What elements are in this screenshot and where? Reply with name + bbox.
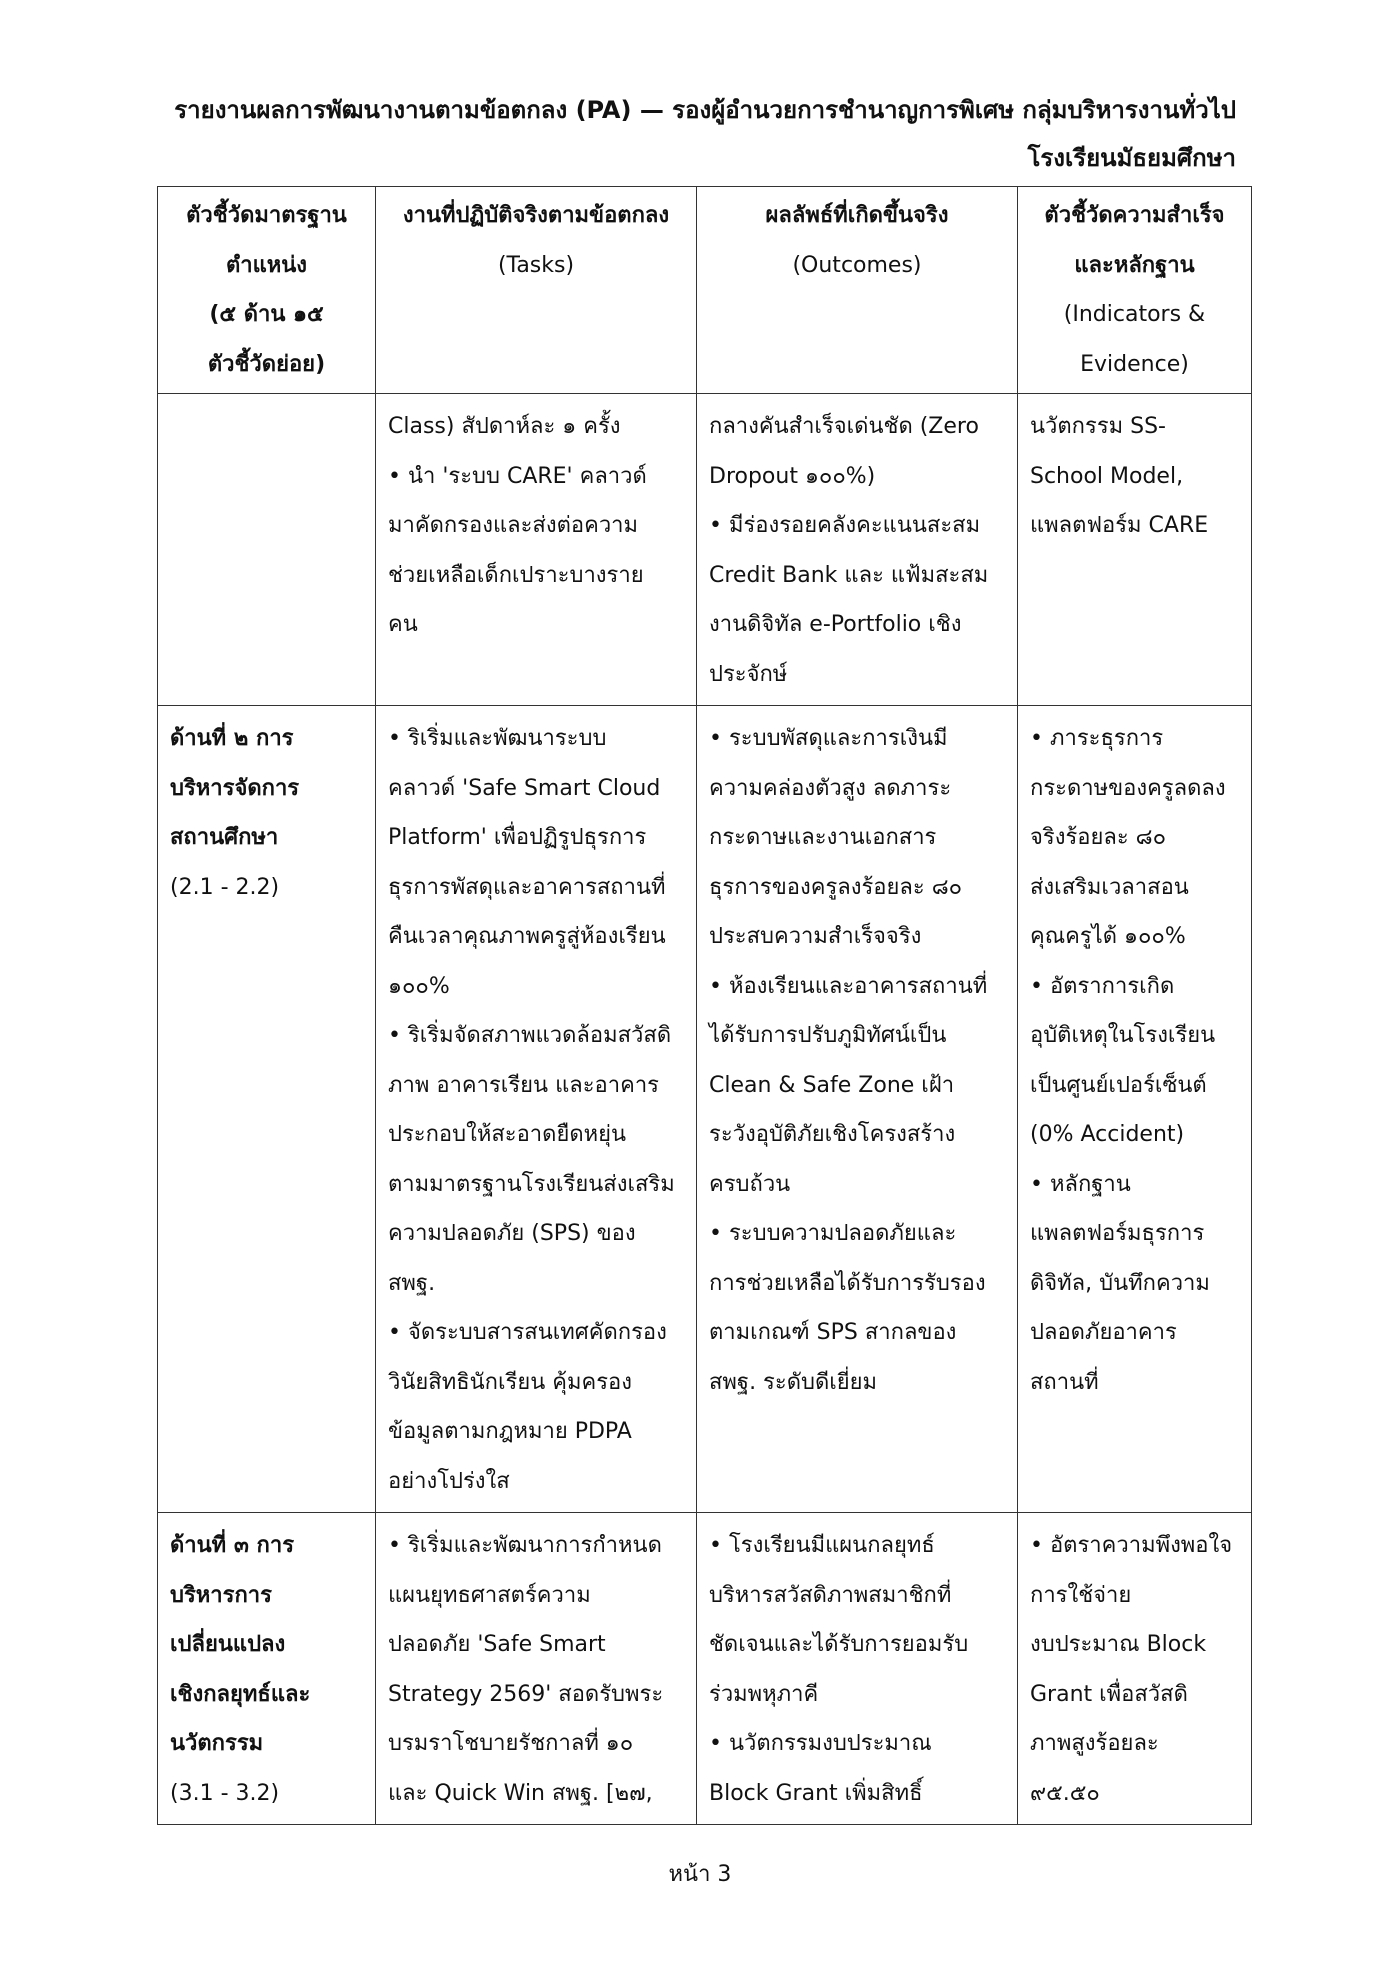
cell-line: คลาวด์ 'Safe Smart Cloud	[388, 775, 661, 801]
header-indicator	[158, 187, 376, 394]
cell-line: อย่างโปร่งใส	[388, 1468, 510, 1494]
row-indicator-cell	[158, 1513, 376, 1825]
row-outcomes-cell	[697, 1513, 1018, 1825]
header-tasks	[376, 187, 697, 394]
row-indicator-cell	[158, 706, 376, 1513]
cell-line: สถานที่	[1030, 1369, 1099, 1395]
header-line: (Tasks)	[497, 252, 575, 278]
cell-line: (3.1 - 3.2)	[170, 1780, 280, 1806]
cell-line: ด้านที่ ๒ การ	[170, 726, 294, 751]
cell-line: งบประมาณ Block	[1030, 1632, 1207, 1657]
cell-line: Platform' เพื่อปฏิรูปธุรการ	[388, 825, 647, 850]
cell-line: ด้านที่ ๓ การ	[170, 1533, 295, 1558]
pa-report-table	[157, 186, 1252, 1825]
cell-line: • ภาระธุรการ	[1030, 726, 1164, 751]
cell-line: การช่วยเหลือได้รับการรับรอง	[709, 1270, 986, 1296]
cell-line: • นำ 'ระบบ CARE' คลาวด์	[388, 463, 647, 489]
cell-line: Dropout ๑๐๐%)	[709, 463, 876, 489]
cell-line: ตามเกณฑ์ SPS สากลของ	[709, 1320, 957, 1345]
row-tasks-cell	[376, 1513, 697, 1825]
cell-line: และ Quick Win สพฐ. [๒๗,	[388, 1780, 653, 1806]
cell-line: บรมราโชบายรัชกาลที่ ๑๐	[388, 1731, 634, 1756]
header-line: งานที่ปฏิบัติจริงตามข้อตกลง	[402, 203, 670, 228]
row-tasks-cell	[376, 394, 697, 706]
cell-line: ประสบความสำเร็จจริง	[709, 924, 922, 949]
cell-line: • ระบบความปลอดภัยและ	[709, 1221, 957, 1246]
cell-line: ส่งเสริมเวลาสอน	[1030, 874, 1189, 900]
cell-line: สพฐ. ระดับดีเยี่ยม	[709, 1369, 878, 1395]
cell-line: ธุรการของครูลงร้อยละ ๘๐	[709, 874, 963, 900]
cell-line: เชิงกลยุทธ์และ	[170, 1681, 311, 1707]
cell-line: สถานศึกษา	[170, 825, 279, 850]
cell-line: การใช้จ่าย	[1030, 1582, 1132, 1608]
cell-line: อุบัติเหตุในโรงเรียน	[1030, 1023, 1216, 1048]
cell-line: ข้อมูลตามกฎหมาย PDPA	[388, 1419, 632, 1444]
cell-line: (2.1 - 2.2)	[170, 874, 280, 900]
cell-line: ได้รับการปรับภูมิทัศน์เป็น	[709, 1023, 947, 1048]
school-name: โรงเรียนมัธยมศึกษา	[1027, 144, 1236, 172]
header-outcomes	[697, 187, 1018, 394]
cell-line: บริหารจัดการ	[170, 775, 300, 801]
cell-line: ความปลอดภัย (SPS) ของ	[388, 1221, 636, 1246]
cell-line: สพฐ.	[388, 1270, 436, 1296]
cell-line: กระดาษของครูลดลง	[1030, 775, 1226, 801]
table-row	[158, 1513, 1252, 1825]
cell-line: • ริเริ่มและพัฒนาการกำหนด	[388, 1533, 662, 1558]
header-line: ผลลัพธ์ที่เกิดขึ้นจริง	[765, 203, 949, 228]
page-number: หน้า 3	[668, 1862, 732, 1887]
cell-line: • ระบบพัสดุและการเงินมี	[709, 726, 948, 751]
table-header-row	[158, 187, 1252, 394]
cell-line: Clean & Safe Zone เฝ้า	[709, 1072, 955, 1098]
cell-line: มาคัดกรองและส่งต่อความ	[388, 513, 639, 538]
row-evidence-cell	[1018, 706, 1252, 1513]
header-line: (๕ ด้าน ๑๕	[209, 302, 324, 327]
header-evidence	[1018, 187, 1252, 394]
table-row	[158, 706, 1252, 1513]
cell-line: • มีร่องรอยคลังคะแนนสะสม	[709, 513, 981, 538]
cell-line: ปลอดภัย 'Safe Smart	[388, 1632, 606, 1657]
header-line: (Outcomes)	[792, 252, 922, 278]
cell-line: • โรงเรียนมีแผนกลยุทธ์	[709, 1533, 935, 1558]
cell-line: ภาพสูงร้อยละ	[1030, 1731, 1159, 1756]
cell-line: ร่วมพหุภาคี	[709, 1681, 819, 1707]
header-line: (Indicators &	[1063, 302, 1206, 327]
cell-line: แพลตฟอร์ม CARE	[1030, 513, 1209, 538]
cell-line: ดิจิทัล, บันทึกความ	[1030, 1270, 1210, 1296]
cell-line: คืนเวลาคุณภาพครูสู่ห้องเรียน	[388, 924, 666, 949]
cell-line: กระดาษและงานเอกสาร	[709, 825, 937, 850]
cell-line: (0% Accident)	[1030, 1122, 1185, 1147]
cell-line: แพลตฟอร์มธุรการ	[1030, 1221, 1205, 1246]
cell-line: ชัดเจนและได้รับการยอมรับ	[709, 1632, 969, 1657]
cell-line: จริงร้อยละ ๘๐	[1030, 825, 1167, 850]
cell-line: กลางคันสำเร็จเด่นชัด (Zero	[709, 414, 979, 439]
header-line: และหลักฐาน	[1074, 252, 1195, 278]
cell-line: คุณครูได้ ๑๐๐%	[1030, 924, 1186, 949]
cell-line: ๙๕.๕๐	[1030, 1780, 1100, 1806]
cell-line: • ห้องเรียนและอาคารสถานที่	[709, 973, 988, 999]
cell-line: วินัยสิทธินักเรียน คุ้มครอง	[388, 1369, 632, 1395]
cell-line: ๑๐๐%	[388, 973, 450, 999]
cell-line: นวัตกรรม SS-	[1030, 414, 1166, 439]
cell-line: บริหารสวัสดิภาพสมาชิกที่	[709, 1582, 952, 1608]
cell-line: ระวังอุบัติภัยเชิงโครงสร้าง	[709, 1122, 956, 1147]
cell-line: ปลอดภัยอาคาร	[1030, 1320, 1177, 1345]
cell-line: ช่วยเหลือเด็กเปราะบางราย	[388, 562, 644, 588]
cell-line: ธุรการพัสดุและอาคารสถานที่	[388, 874, 666, 900]
cell-line: Grant เพื่อสวัสดิ	[1030, 1681, 1188, 1707]
row-evidence-cell	[1018, 1513, 1252, 1825]
cell-line: • ริเริ่มและพัฒนาระบบ	[388, 726, 607, 751]
cell-line: • อัตราความพึงพอใจ	[1030, 1533, 1233, 1558]
cell-line: งานดิจิทัล e-Portfolio เชิง	[709, 612, 962, 637]
cell-line: ความคล่องตัวสูง ลดภาระ	[709, 775, 952, 801]
row-tasks-cell	[376, 706, 697, 1513]
report-title: รายงานผลการพัฒนางานตามข้อตกลง (PA) — รองผู้อำนวยการชำนาญการพิเศษ กลุ่มบริหารงานทั่วไป	[174, 96, 1236, 124]
header-line: ตัวชี้วัดความสำเร็จ	[1044, 203, 1225, 228]
row-outcomes-cell	[697, 394, 1018, 706]
header-line: ตำแหน่ง	[225, 252, 308, 278]
cell-line: ตามมาตรฐานโรงเรียนส่งเสริม	[388, 1171, 675, 1197]
cell-line: • นวัตกรรมงบประมาณ	[709, 1731, 932, 1756]
row-indicator-cell	[158, 394, 376, 706]
cell-line: Class) สัปดาห์ละ ๑ ครั้ง	[388, 414, 621, 439]
cell-line: ภาพ อาคารเรียน และอาคาร	[388, 1072, 659, 1098]
cell-line: • หลักฐาน	[1030, 1171, 1131, 1197]
row-outcomes-cell	[697, 706, 1018, 1513]
cell-line: ครบถ้วน	[709, 1171, 791, 1197]
cell-line: เปลี่ยนแปลง	[170, 1632, 286, 1657]
cell-line: เป็นศูนย์เปอร์เซ็นต์	[1030, 1072, 1207, 1098]
cell-line: • จัดระบบสารสนเทศคัดกรอง	[388, 1320, 667, 1345]
cell-line: คน	[388, 612, 418, 637]
cell-line: Block Grant เพิ่มสิทธิ์	[709, 1780, 923, 1806]
cell-line: บริหารการ	[170, 1582, 272, 1608]
cell-line: Credit Bank และ แฟ้มสะสม	[709, 562, 989, 588]
row-evidence-cell	[1018, 394, 1252, 706]
table-body	[158, 394, 1252, 1825]
cell-line: School Model,	[1030, 463, 1184, 489]
cell-line: • ริเริ่มจัดสภาพแวดล้อมสวัสดิ	[388, 1023, 672, 1048]
cell-line: แผนยุทธศาสตร์ความ	[388, 1582, 591, 1608]
table-row	[158, 394, 1252, 706]
cell-line: ประกอบให้สะอาดยืดหยุ่น	[388, 1122, 627, 1147]
cell-line: • อัตราการเกิด	[1030, 973, 1175, 999]
header-line: ตัวชี้วัดมาตรฐาน	[186, 203, 347, 228]
cell-line: นวัตกรรม	[170, 1731, 264, 1756]
header-line: Evidence)	[1080, 351, 1189, 377]
header-line: ตัวชี้วัดย่อย)	[207, 351, 326, 377]
cell-line: Strategy 2569' สอดรับพระ	[388, 1681, 664, 1707]
cell-line: ประจักษ์	[709, 661, 788, 687]
